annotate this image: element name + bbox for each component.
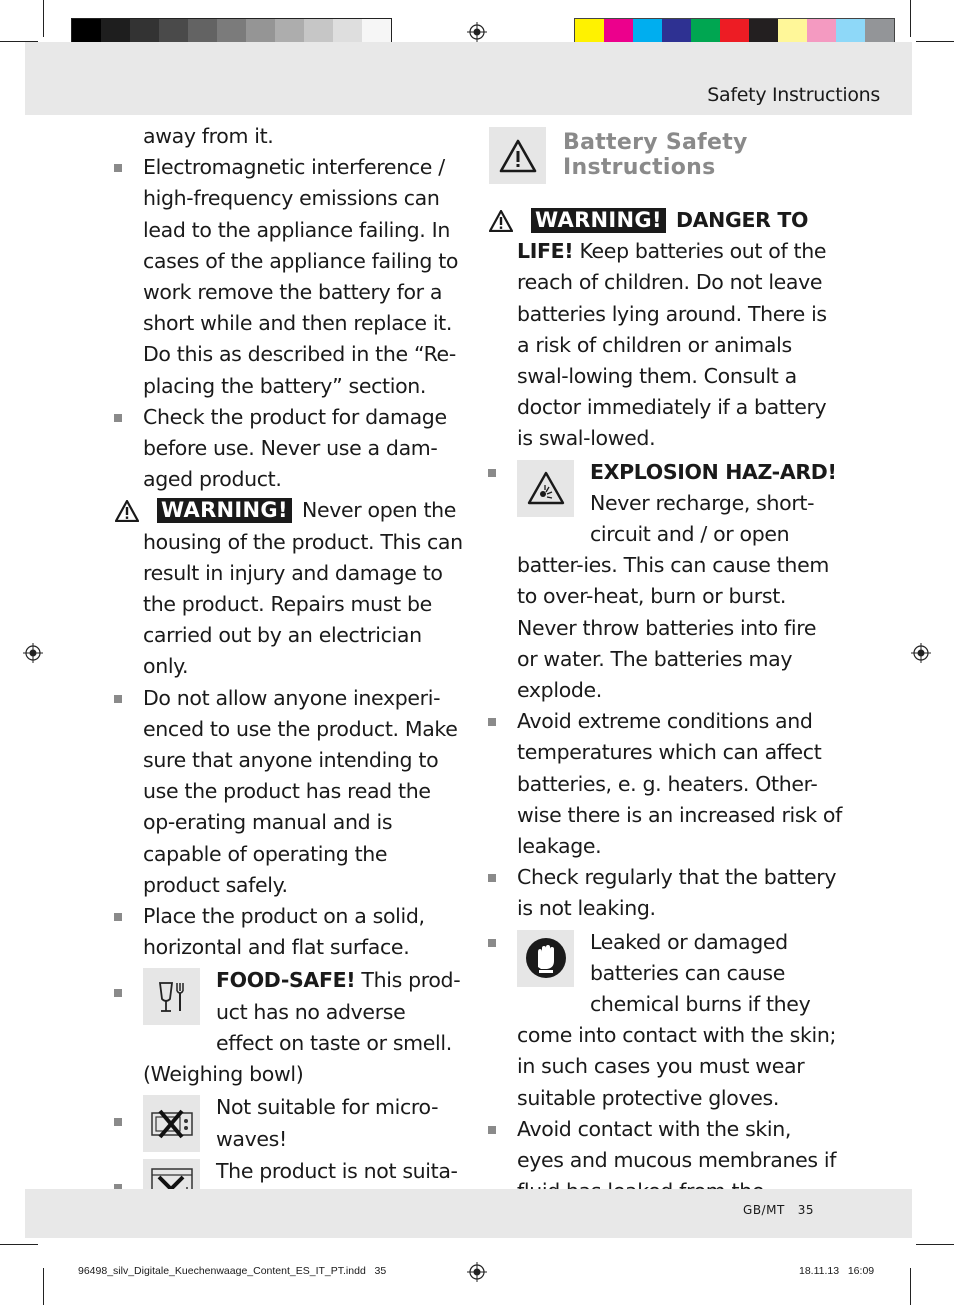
- warning-block: [143, 495, 468, 682]
- list-item: [143, 683, 468, 901]
- food-safe-text: This prod-uct has no adverse effect on taste or smell. (Weighing bowl): [143, 968, 461, 1087]
- right-column: [517, 205, 842, 1239]
- danger-block: [517, 205, 842, 455]
- left-column: [143, 121, 468, 1220]
- slug-datetime: 18.11.13 16:09: [799, 1265, 875, 1277]
- slug-filename: 96498_silv_Digitale_Kuechenwaage_Content_ES_IT_PT.indd 35: [78, 1265, 387, 1277]
- danger-text: Keep batteries out of the reach of children. Do not leave batteries lying around. There is a risk of children or animals swal-lowing them. Consult a doctor immediately if a battery is swal-lowed.: [517, 239, 827, 451]
- list-item-text: Do not allow anyone inexperi-enced to use the product. Make sure that anyone intending to use the product has read the op-erating manual and is capable of operating the product safely.: [143, 685, 458, 897]
- gloves-text: Leaked or damaged batteries can cause chemical burns if they come into contact with the skin; in such cases you must wear suitable protective gloves.: [517, 929, 837, 1110]
- bullet: [114, 989, 122, 997]
- explosion-label: EXPLOSION HAZ-ARD!: [590, 459, 837, 484]
- crop-mark: [916, 1244, 954, 1245]
- dishwasher-text: The product is not suita-: [216, 1159, 458, 1184]
- list-item: [517, 706, 842, 862]
- no-microwave-icon: [143, 1095, 200, 1152]
- gloves-item: [517, 925, 842, 1114]
- page-number: GB/MT 35: [743, 1203, 814, 1217]
- continuation-text: away from it.: [143, 124, 274, 148]
- list-item: [517, 862, 842, 924]
- list-item-text: Avoid contact with the skin, eyes and mucous membranes if: [517, 1116, 837, 1173]
- bullet: [114, 913, 122, 921]
- food-safe-item: [143, 963, 468, 1090]
- danger-label: DANGER TO LIFE!: [517, 208, 809, 264]
- list-item-text: Check regularly that the battery is not leaking.: [517, 865, 837, 921]
- list-item-text: Place the product on a solid, horizontal and flat surface.: [143, 904, 425, 960]
- warning-badge: WARNING!: [157, 498, 292, 523]
- bullet: [114, 164, 122, 172]
- registration-mark-icon: [911, 643, 931, 663]
- crop-mark: [0, 1244, 38, 1245]
- explosion-icon: [517, 460, 574, 517]
- list-item-text: Avoid extreme conditions and temperatures which can affect batteries, e. g. heaters. Other-wise there is an increased risk of leakage.: [517, 709, 842, 859]
- explosion-text: Never recharge, short-circuit and / or open batter-ies. This can cause them to over-heat, burn or burst. Never throw batteries into fire or water. The batteries may explode.: [517, 490, 829, 703]
- list-item: [143, 901, 468, 963]
- microwave-text: Not suitable for micro-waves!: [216, 1095, 439, 1151]
- warning-triangle-icon: [115, 500, 139, 522]
- bullet: [114, 695, 122, 703]
- list-item-text: Check the product for damage before use. Never use a dam-aged product.: [143, 404, 447, 492]
- registration-mark-icon: [467, 22, 487, 42]
- heading-warning-icon: [489, 127, 546, 184]
- crop-mark: [43, 0, 44, 37]
- bullet: [488, 939, 496, 947]
- food-safe-icon: [143, 968, 200, 1025]
- bullet: [114, 1118, 122, 1126]
- warning-triangle-icon: [489, 210, 513, 232]
- bullet: [114, 414, 122, 422]
- crop-mark: [43, 1268, 44, 1305]
- list-item: [143, 402, 468, 496]
- crop-mark: [910, 0, 911, 37]
- registration-mark-icon: [467, 1262, 487, 1282]
- crop-mark: [910, 1268, 911, 1305]
- section-heading: Battery Safety Instructions: [563, 130, 748, 180]
- bullet: [488, 874, 496, 882]
- gloves-icon: [517, 930, 574, 987]
- bullet: [488, 1126, 496, 1134]
- crop-mark: [916, 41, 954, 42]
- list-item-text: Electromagnetic interference / high-frequency emissions can lead to the appliance failing. In cases of the appliance failing to work remove the battery for a short while and then replace it. Do this as described in the “Re-placing the battery” section.: [143, 155, 459, 398]
- explosion-item: [517, 455, 842, 707]
- page-title: Safety Instructions: [707, 84, 880, 106]
- microwave-item: [143, 1090, 468, 1154]
- registration-mark-icon: [23, 643, 43, 663]
- list-item: [143, 152, 468, 402]
- bullet: [488, 469, 496, 477]
- bullet: [488, 718, 496, 726]
- food-safe-label: FOOD-SAFE!: [216, 968, 356, 993]
- warning-badge: WARNING!: [531, 208, 666, 233]
- warning-text: Never open the housing of the product. This can result in injury and damage to the product. Repairs must be carried out by an electrician only.: [143, 498, 463, 679]
